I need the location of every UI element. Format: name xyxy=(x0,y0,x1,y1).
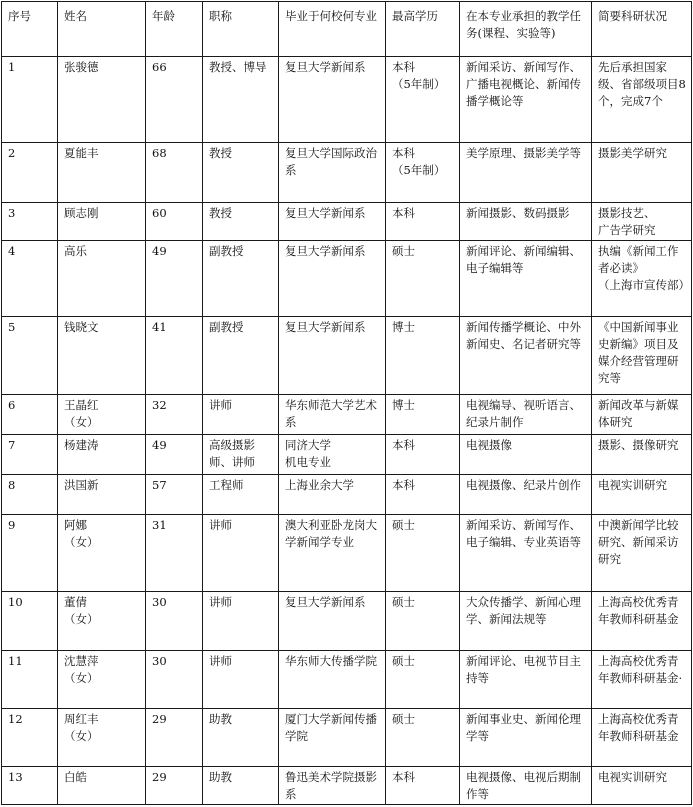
cell-no: 13 xyxy=(2,767,58,805)
cell-title: 高级摄影师、讲师 xyxy=(203,435,279,475)
header-research: 简要科研状况 xyxy=(592,2,692,57)
cell-age: 57 xyxy=(146,475,203,515)
cell-no: 5 xyxy=(2,317,58,395)
cell-research: 摄影、摄像研究 xyxy=(592,435,692,475)
cell-title: 讲师 xyxy=(203,592,279,651)
table-row xyxy=(2,651,692,709)
cell-degree: 博士 xyxy=(386,395,460,435)
header-name: 姓名 xyxy=(58,2,146,57)
cell-name: 张骏德 xyxy=(58,57,146,143)
table-row xyxy=(2,515,692,592)
cell-name: 夏能丰 xyxy=(58,143,146,203)
cell-no: 6 xyxy=(2,395,58,435)
cell-no: 2 xyxy=(2,143,58,203)
cell-title: 教授 xyxy=(203,203,279,241)
cell-name: 周红丰 （女） xyxy=(58,709,146,767)
cell-age: 49 xyxy=(146,435,203,475)
cell-tasks: 电视摄像、电视后期制作等 xyxy=(460,767,592,805)
table-row xyxy=(2,317,692,395)
cell-no: 12 xyxy=(2,709,58,767)
table-row xyxy=(2,475,692,515)
cell-tasks: 新闻传播学概论、中外新闻史、名记者研究等 xyxy=(460,317,592,395)
cell-school: 复旦大学新闻系 xyxy=(279,317,386,395)
cell-research: 新闻改革与新媒体研究 xyxy=(592,395,692,435)
cell-tasks: 电视编导、视听语言、纪录片制作 xyxy=(460,395,592,435)
table-row xyxy=(2,435,692,475)
cell-school: 复旦大学新闻系 xyxy=(279,592,386,651)
cell-title: 讲师 xyxy=(203,395,279,435)
cell-title: 讲师 xyxy=(203,651,279,709)
cell-title: 教授、博导 xyxy=(203,57,279,143)
cell-name: 钱晓文 xyxy=(58,317,146,395)
cell-title: 助教 xyxy=(203,709,279,767)
cell-name: 洪国新 xyxy=(58,475,146,515)
table-row xyxy=(2,57,692,143)
cell-research: 《中国新闻事业史新编》项目及媒介经营管理研究等 xyxy=(592,317,692,395)
cell-age: 41 xyxy=(146,317,203,395)
faculty-table xyxy=(1,1,692,805)
cell-school: 华东师大传播学院 xyxy=(279,651,386,709)
cell-no: 10 xyxy=(2,592,58,651)
cell-age: 29 xyxy=(146,767,203,805)
cell-research: 摄影美学研究 xyxy=(592,143,692,203)
table-row xyxy=(2,709,692,767)
cell-research: 执编《新闻工作者必读》 （上海市宣传部） xyxy=(592,241,692,317)
table-row xyxy=(2,395,692,435)
cell-school: 上海业余大学 xyxy=(279,475,386,515)
cell-tasks: 新闻事业史、新闻伦理学等 xyxy=(460,709,592,767)
cell-title: 工程师 xyxy=(203,475,279,515)
cell-no: 3 xyxy=(2,203,58,241)
cell-name: 董倩 （女） xyxy=(58,592,146,651)
cell-title: 副教授 xyxy=(203,241,279,317)
cell-school: 复旦大学新闻系 xyxy=(279,57,386,143)
table-row xyxy=(2,241,692,317)
cell-research: 上海高校优秀青年教师科研基金· xyxy=(592,651,692,709)
cell-name: 杨建涛 xyxy=(58,435,146,475)
cell-no: 8 xyxy=(2,475,58,515)
cell-no: 1 xyxy=(2,57,58,143)
table-row xyxy=(2,592,692,651)
cell-age: 32 xyxy=(146,395,203,435)
cell-tasks: 新闻采访、新闻写作、 广播电视概论、新闻传播学概论等 xyxy=(460,57,592,143)
cell-no: 7 xyxy=(2,435,58,475)
cell-degree: 硕士 xyxy=(386,515,460,592)
cell-name: 阿娜 （女） xyxy=(58,515,146,592)
cell-school: 华东师范大学艺术系 xyxy=(279,395,386,435)
cell-degree: 硕士 xyxy=(386,709,460,767)
cell-name: 沈慧萍 （女） xyxy=(58,651,146,709)
cell-age: 66 xyxy=(146,57,203,143)
cell-degree: 硕士 xyxy=(386,241,460,317)
cell-degree: 硕士 xyxy=(386,651,460,709)
header-school: 毕业于何校何专业 xyxy=(279,2,386,57)
cell-research: 中澳新闻学比较研究、新闻采访研究 xyxy=(592,515,692,592)
header-tasks: 在本专业承担的教学任务(课程、实验等) xyxy=(460,2,592,57)
cell-degree: 博士 xyxy=(386,317,460,395)
cell-tasks: 电视摄像、纪录片创作 xyxy=(460,475,592,515)
cell-tasks: 大众传播学、新闻心理学、新闻法规等 xyxy=(460,592,592,651)
cell-tasks: 新闻评论、电视节目主持等 xyxy=(460,651,592,709)
cell-school: 复旦大学新闻系 xyxy=(279,241,386,317)
cell-no: 11 xyxy=(2,651,58,709)
table-row xyxy=(2,143,692,203)
cell-no: 4 xyxy=(2,241,58,317)
cell-degree: 本科 xyxy=(386,475,460,515)
cell-title: 教授 xyxy=(203,143,279,203)
cell-degree: 本科 xyxy=(386,203,460,241)
cell-research: 摄影技艺、 广告学研究 xyxy=(592,203,692,241)
cell-tasks: 新闻评论、新闻编辑、 电子编辑等 xyxy=(460,241,592,317)
header-no: 序号 xyxy=(2,2,58,57)
cell-name: 王晶红 （女） xyxy=(58,395,146,435)
cell-research: 先后承担国家级、省部级项目8个，完成7个 xyxy=(592,57,692,143)
header-title: 职称 xyxy=(203,2,279,57)
cell-name: 白皓 xyxy=(58,767,146,805)
cell-school: 复旦大学新闻系 xyxy=(279,203,386,241)
cell-age: 30 xyxy=(146,651,203,709)
table-row xyxy=(2,767,692,805)
header-degree: 最高学历 xyxy=(386,2,460,57)
cell-title: 讲师 xyxy=(203,515,279,592)
cell-age: 31 xyxy=(146,515,203,592)
cell-research: 电视实训研究 xyxy=(592,767,692,805)
cell-school: 同济大学 机电专业 xyxy=(279,435,386,475)
cell-tasks: 新闻采访、新闻写作、 电子编辑、专业英语等 xyxy=(460,515,592,592)
cell-research: 上海高校优秀青年教师科研基金 xyxy=(592,709,692,767)
cell-age: 68 xyxy=(146,143,203,203)
cell-tasks: 新闻摄影、数码摄影 xyxy=(460,203,592,241)
cell-school: 鲁迅美术学院摄影系 xyxy=(279,767,386,805)
cell-degree: 本科 xyxy=(386,435,460,475)
cell-name: 顾志刚 xyxy=(58,203,146,241)
cell-age: 49 xyxy=(146,241,203,317)
cell-research: 电视实训研究 xyxy=(592,475,692,515)
cell-age: 30 xyxy=(146,592,203,651)
cell-title: 助教 xyxy=(203,767,279,805)
cell-age: 29 xyxy=(146,709,203,767)
table-row xyxy=(2,203,692,241)
cell-name: 高乐 xyxy=(58,241,146,317)
cell-degree: 硕士 xyxy=(386,592,460,651)
cell-degree: 本科 （5年制） xyxy=(386,57,460,143)
cell-no: 9 xyxy=(2,515,58,592)
cell-degree: 本科 xyxy=(386,767,460,805)
cell-age: 60 xyxy=(146,203,203,241)
cell-degree: 本科 （5年制） xyxy=(386,143,460,203)
cell-school: 澳大利亚卧龙岗大学新闻学专业 xyxy=(279,515,386,592)
cell-school: 厦门大学新闻传播学院 xyxy=(279,709,386,767)
header-row xyxy=(2,2,692,57)
cell-research: 上海高校优秀青年教师科研基金 xyxy=(592,592,692,651)
cell-title: 副教授 xyxy=(203,317,279,395)
cell-school: 复旦大学国际政治系 xyxy=(279,143,386,203)
header-age: 年龄 xyxy=(146,2,203,57)
cell-tasks: 电视摄像 xyxy=(460,435,592,475)
cell-tasks: 美学原理、摄影美学等 xyxy=(460,143,592,203)
